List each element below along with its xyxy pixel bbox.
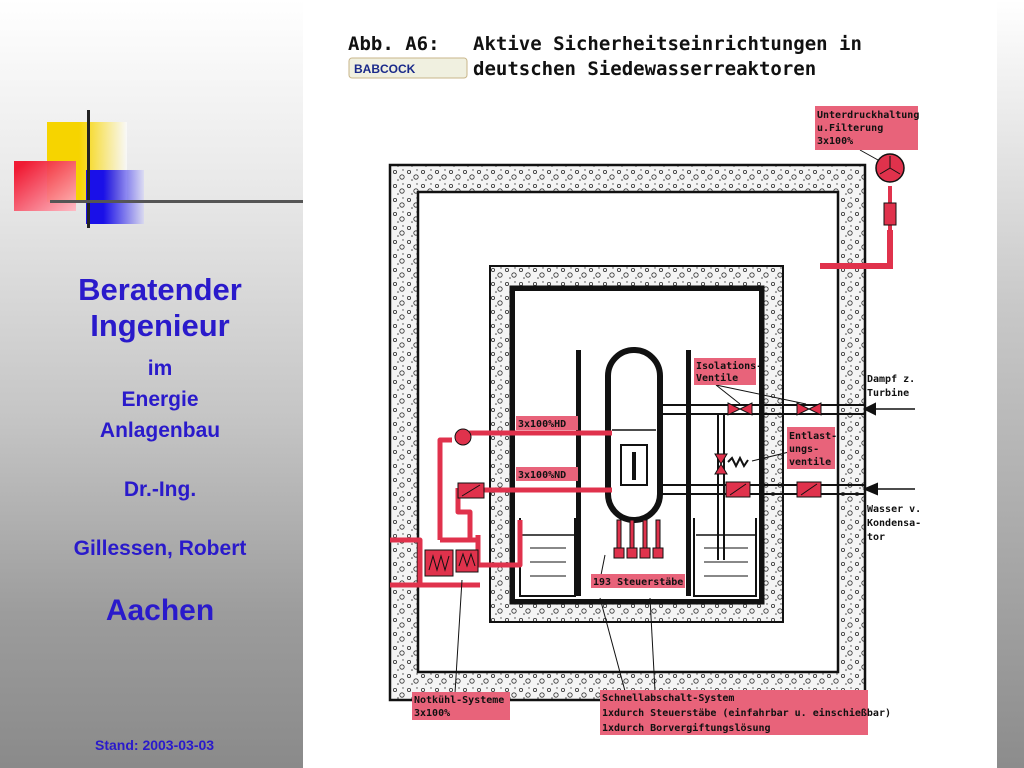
- pool-left: [520, 518, 575, 596]
- wasser-line1: Wasser v.: [867, 504, 922, 515]
- subtitle-line1: im: [147, 357, 173, 380]
- label-hd: [516, 416, 578, 430]
- heat-exchanger: [425, 550, 478, 576]
- entlast-line2: ungs-: [789, 444, 820, 455]
- title-line2: Ingenieur: [90, 308, 230, 343]
- logo-vertical-line: [87, 110, 90, 228]
- logo-blue-square: [86, 170, 144, 224]
- label-isolation: [694, 358, 762, 385]
- schnell-line2: 1xdurch Steuerstäbe (einfahrbar u. einschießbar): [602, 708, 891, 719]
- steam-line: [660, 404, 915, 414]
- steuerstaebe-text: 193 Steuerstäbe: [593, 577, 684, 588]
- schnell-line1: Schnellabschalt-System: [602, 693, 735, 704]
- notkuehl-line2: 3x100%: [414, 708, 451, 719]
- header-prefix: Abb. A6:: [348, 33, 440, 55]
- degree-text: Dr.-Ing.: [123, 478, 197, 501]
- label-schnellabschalt: [600, 690, 891, 735]
- reactor-diagram: [303, 0, 997, 768]
- sidebar-subtitle: [10, 353, 310, 446]
- label-notkuehl: [412, 692, 510, 720]
- right-edge-bar: [997, 0, 1024, 768]
- label-nd: [516, 467, 578, 481]
- logo-red-square: [14, 161, 76, 211]
- stand-date: Stand: 2003-03-03: [95, 737, 215, 753]
- nd-valve: [458, 483, 484, 498]
- reactor-pressure-vessel: [608, 350, 660, 520]
- feedwater-check-valve-1: [726, 482, 750, 497]
- wall-right: [686, 350, 691, 596]
- unterdruck-line1: Unterdruckhaltung: [817, 110, 920, 121]
- title-line1: Beratender: [78, 272, 242, 307]
- sidebar-panel: [0, 0, 303, 768]
- schnell-line3: 1xdurch Borvergiftungslösung: [602, 723, 771, 734]
- city-text: Aachen: [105, 594, 215, 627]
- isolation-line1: Isolations-: [696, 361, 763, 372]
- subtitle-line2: Energie: [121, 388, 199, 411]
- label-entlast: [787, 427, 837, 469]
- entlast-line3: ventile: [789, 457, 832, 468]
- unterdruck-line3: 3x100%: [817, 136, 854, 147]
- label-steuerstaebe: [591, 574, 685, 588]
- label-unterdruck: [815, 106, 919, 150]
- hd-text: 3x100%HD: [518, 419, 567, 430]
- dampf-line1: Dampf z.: [867, 374, 916, 385]
- nd-text: 3x100%ND: [518, 470, 567, 481]
- entlast-line1: Entlast-: [789, 431, 838, 442]
- feedwater-line: [660, 484, 915, 494]
- wasser-line2: Kondensa-: [867, 518, 922, 529]
- hd-pump: [455, 429, 471, 445]
- logo-horizontal-line: [50, 200, 303, 203]
- subtitle-line3: Anlagenbau: [99, 419, 221, 442]
- babcock-logo: [349, 58, 467, 78]
- notkuehl-line1: Notkühl-Systeme: [414, 695, 505, 706]
- logo-text: BABCOCK: [354, 62, 416, 76]
- control-rods: [614, 520, 663, 558]
- sidebar-title: [10, 272, 310, 344]
- relief-valve: [715, 454, 727, 474]
- isolation-line2: Ventile: [696, 373, 739, 384]
- header-line2: deutschen Siedewasserreaktoren: [473, 58, 817, 80]
- feedwater-check-valve-2: [797, 482, 821, 497]
- dampf-line2: Turbine: [867, 388, 910, 399]
- author-name: Gillessen, Robert: [73, 537, 247, 560]
- wasser-line3: tor: [867, 532, 886, 543]
- header-line1: Aktive Sicherheitseinrichtungen in: [473, 33, 862, 55]
- unterdruck-line2: u.Filterung: [817, 123, 884, 134]
